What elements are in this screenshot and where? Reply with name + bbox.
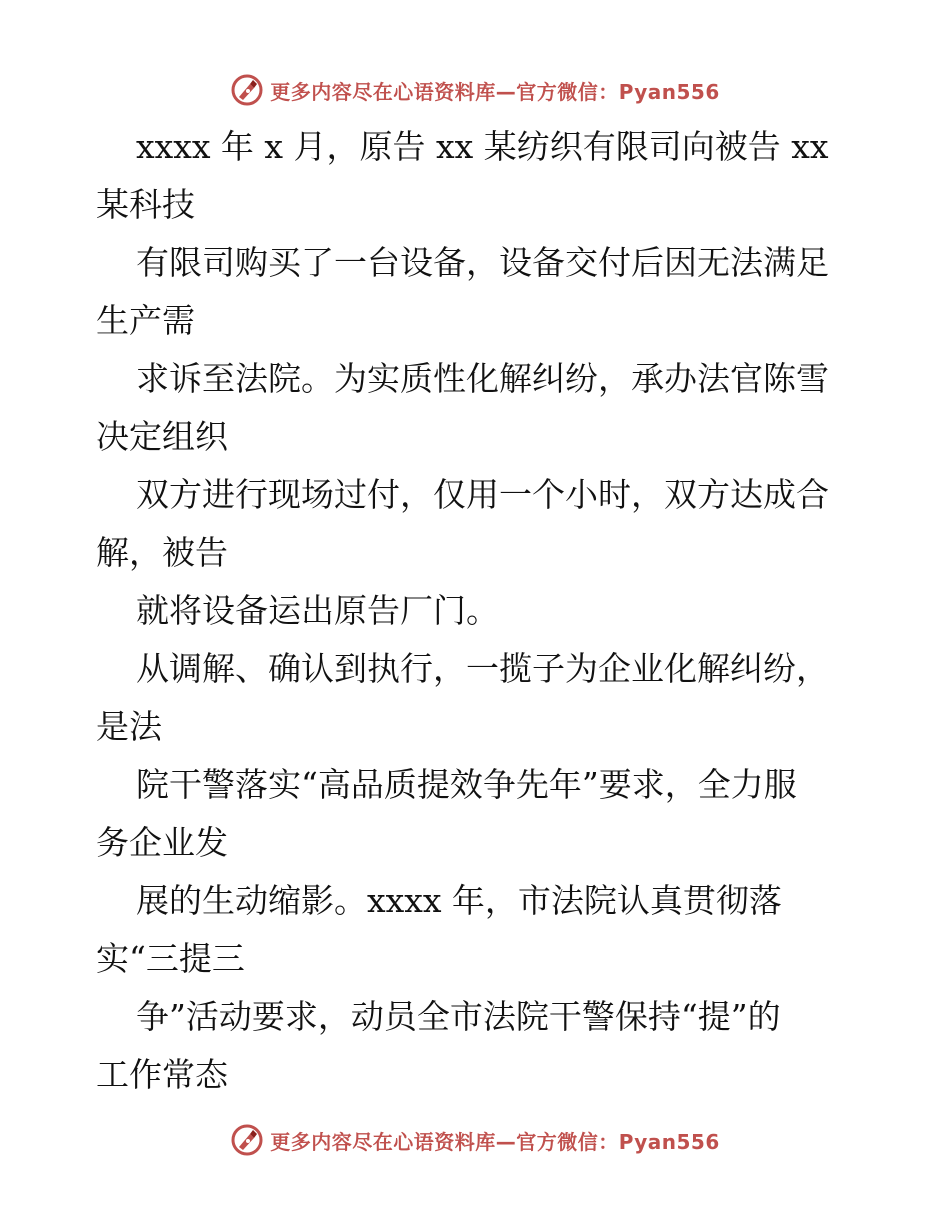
pen-nib-logo-icon xyxy=(230,73,264,107)
footer-banner-text: 更多内容尽在心语资料库—官方微信：Pyan556 xyxy=(270,1129,720,1154)
footer-banner xyxy=(0,1118,950,1162)
text-line: 双方进行现场过付，仅用一个小时，双方达成合 xyxy=(136,475,829,514)
text-line: 从调解、确认到执行，一揽子为企业化解纠纷， xyxy=(136,649,829,688)
text-line: 院干警落实“高品质提效争先年”要求，全力服 xyxy=(136,765,797,804)
pen-nib-logo-icon xyxy=(230,1123,264,1157)
text-line: 展的生动缩影。xxxx 年，市法院认真贯彻落 xyxy=(136,881,782,920)
text-line: 某科技 xyxy=(96,185,195,224)
text-line: xxxx 年 x 月，原告 xx 某纺织有限司向被告 xx xyxy=(136,127,829,166)
text-line: 生产需 xyxy=(96,301,195,340)
text-line: 是法 xyxy=(96,707,162,746)
text-line: 解，被告 xyxy=(96,533,228,572)
text-line: 决定组织 xyxy=(96,417,228,456)
document-body xyxy=(96,118,856,1104)
text-line: 务企业发 xyxy=(96,823,228,862)
text-line: 工作常态 xyxy=(96,1055,228,1094)
header-banner-text: 更多内容尽在心语资料库—官方微信：Pyan556 xyxy=(270,79,720,104)
header-banner xyxy=(0,68,950,112)
text-line: 实“三提三 xyxy=(96,939,245,978)
text-line: 求诉至法院。为实质性化解纠纷，承办法官陈雪 xyxy=(136,359,829,398)
text-line: 争”活动要求，动员全市法院干警保持“提”的 xyxy=(136,997,781,1036)
text-line: 就将设备运出原告厂门。 xyxy=(136,591,499,630)
text-line: 有限司购买了一台设备，设备交付后因无法满足 xyxy=(136,243,829,282)
